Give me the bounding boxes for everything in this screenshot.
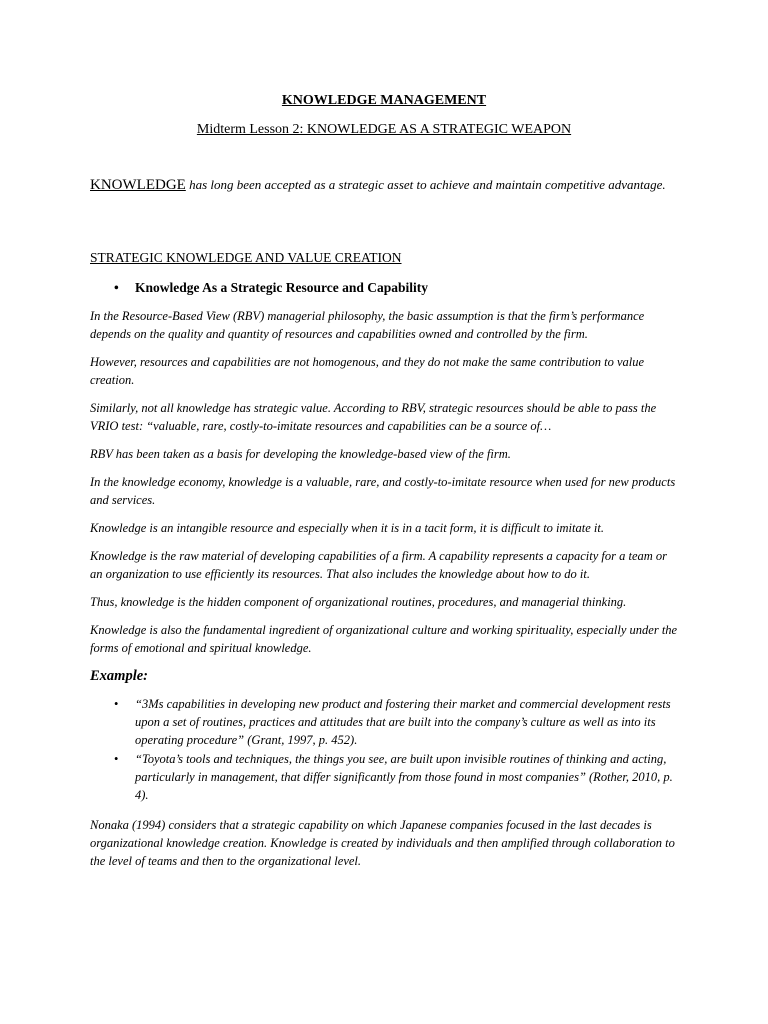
example-label: Example:	[90, 668, 148, 684]
intro-text: has long been accepted as a strategic asset to achieve and maintain competitive advantage.	[185, 177, 666, 192]
example-item	[90, 695, 680, 749]
paragraph: Similarly, not all knowledge has strategic value. According to RBV, strategic resources should be able to pass the VRIO test: “valuable, rare, costly-to-imitate resources and capabilities can be a source of…	[90, 401, 657, 433]
paragraph: Knowledge is the raw material of developing capabilities of a firm. A capability represents a capacity for a team or an organization to use efficiently its resources. That also includes the knowledge about how to do it.	[90, 549, 668, 581]
bullet-icon: •	[114, 697, 119, 711]
bullet-icon: •	[114, 280, 119, 295]
paragraph: In the Resource-Based View (RBV) managerial philosophy, the basic assumption is that the firm’s performance depends on the quality and quantity of resources and capabilities owned and controlled by the firm.	[90, 309, 645, 341]
example-text: “3Ms capabilities in developing new product and fostering their market and commercial development rests upon a set of routines, practices and attitudes that are built into the company’s culture as well as into its operating procedure” (Grant, 1997, p. 452).	[135, 697, 671, 747]
body-content	[90, 307, 680, 880]
intro-paragraph	[90, 176, 680, 194]
paragraph: RBV has been taken as a basis for developing the knowledge-based view of the firm.	[90, 447, 511, 461]
example-text: “Toyota’s tools and techniques, the things you see, are built upon invisible routines of thinking and acting, particularly in management, that differ significantly from those found in most companies” (Rother, 2010, p. 4).	[135, 752, 673, 802]
paragraph: Knowledge is an intangible resource and especially when it is in a tacit form, it is difficult to imitate it.	[90, 521, 604, 535]
intro-lead-word: KNOWLEDGE	[90, 177, 186, 193]
bullet-heading-row	[90, 280, 680, 296]
paragraph: Knowledge is also the fundamental ingredient of organizational culture and working spirituality, especially under the forms of emotional and spiritual knowledge.	[90, 623, 678, 655]
bullet-heading: Knowledge As a Strategic Resource and Capability	[135, 280, 428, 295]
document-subtitle: Midterm Lesson 2: KNOWLEDGE AS A STRATEGIC WEAPON	[196, 122, 572, 137]
example-item	[90, 750, 680, 804]
paragraph: In the knowledge economy, knowledge is a valuable, rare, and costly-to-imitate resource when used for new products and services.	[90, 475, 676, 507]
paragraph: However, resources and capabilities are not homogenous, and they do not make the same contribution to value creation.	[90, 355, 645, 387]
section-heading: STRATEGIC KNOWLEDGE AND VALUE CREATION	[90, 250, 402, 265]
paragraph: Thus, knowledge is the hidden component of organizational routines, procedures, and managerial thinking.	[90, 595, 627, 609]
example-list	[90, 695, 680, 804]
closing-paragraph: Nonaka (1994) considers that a strategic capability on which Japanese companies focused in the last decades is organizational knowledge creation. Knowledge is created by individuals and then amplified through collaboration to the level of teams and then to the organizational level.	[90, 818, 675, 868]
bullet-icon: •	[114, 752, 119, 766]
document-title: KNOWLEDGE MANAGEMENT	[281, 93, 487, 108]
